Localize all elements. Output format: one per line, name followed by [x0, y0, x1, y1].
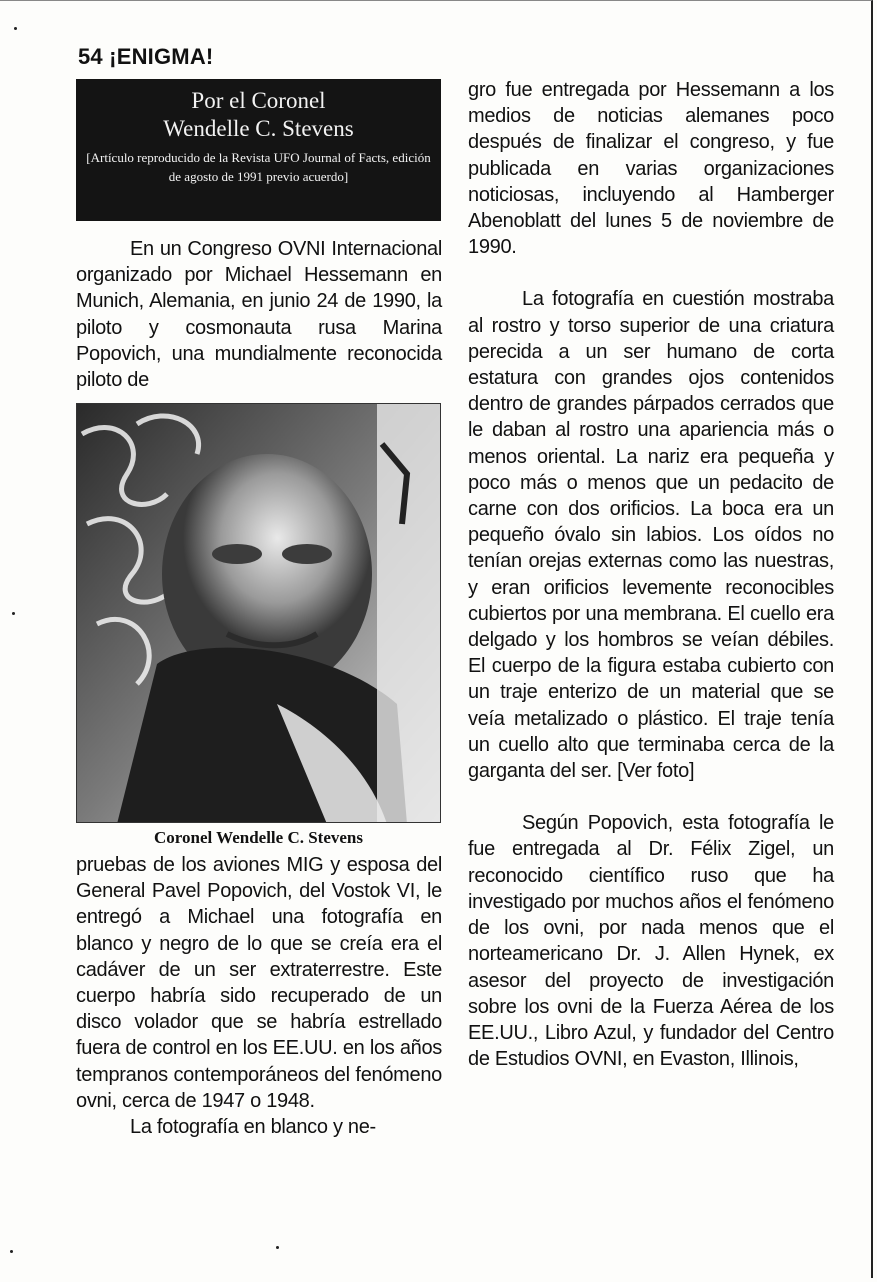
column1-bottom: [76, 852, 442, 1140]
paragraph-1-bottom: pruebas de los aviones MIG y esposa del General Pavel Popovich, del Vostok VI, le entregó a Michael una fotografía en blanco y negro de lo que se creía era el cadáver de un ser extraterrestre. Este cuerpo habría sido recuperado de un disco volador que se habría estrellado fuera de control en los EE.UU. en los años tempranos contemporáneos del fenómeno ovni, cerca de 1947 o 1948.: [76, 854, 442, 1112]
byline-title-line2: Wendelle C. Stevens: [163, 116, 354, 141]
byline-title-line1: Por el Coronel: [191, 88, 326, 113]
scan-speck: [10, 1250, 13, 1253]
portrait-image: [77, 404, 441, 823]
scan-speck: [14, 27, 17, 30]
paragraph-3: La fotografía en cuestión mostraba al rostro y torso superior de una criatura perecida a un ser humano de corta estatura con grandes ojos contenidos dentro de grandes párpados cerrados que le daban al rostro una apariencia más o menos oriental. La nariz era pequeña y poco más o menos que un pedacito de carne con dos orificios. La boca era un pequeño óvalo sin labios. Los oídos no tenían orejas externas como las nuestras, y eran orificios levemente reconocibles cubiertos por una membrana. El cuello era delgado y los hombros se veían débiles. El cuerpo de la figura estaba cubierto con un traje enterizo de un material que se veía metalizado o plástico. El traje tenía un cuello alto que terminaba cerca de la garganta del ser. [Ver foto]: [468, 288, 834, 783]
paragraph-1-top: En un Congreso OVNI Internacional organizado por Michael Hessemann en Munich, Alemania, en junio 24 de 1990, la piloto y cosmonauta rusa Marina Popovich, una mundialmente reconocida piloto de: [76, 238, 442, 392]
byline-note: [Artículo reproducido de la Revista UFO Journal of Facts, edición de agosto de 1991 previo acuerdo]: [86, 150, 431, 184]
paragraph-2-start: La fotografía en blanco y ne-: [130, 1116, 376, 1139]
paragraph-4: Según Popovich, esta fotografía le fue entregada al Dr. Félix Zigel, un reconocido científico ruso que ha investigado por muchos años el fenómeno de los ovni, por nada menos que el norteamericano Dr. J. Allen Hynek, ex asesor del proyecto de investigación sobre los ovni de la Fuerza Aérea de los EE.UU., Libro Azul, y fundador del Centro de Estudios OVNI, en Evaston, Illinois,: [468, 812, 834, 1071]
scan-speck: [276, 1246, 279, 1249]
page-header: 54 ¡ENIGMA!: [78, 44, 214, 69]
column1-top: [76, 236, 442, 393]
author-photo: [76, 403, 441, 823]
paragraph-2-end: gro fue entregada por Hessemann a los medios de noticias alemanes poco después de finalizar el congreso, y fue publicada en varias organizaciones noticiosas, incluyendo al Hamberger Abenoblatt del lunes 5 de noviembre de 1990.: [468, 79, 834, 259]
scan-speck: [12, 612, 15, 615]
photo-caption: Coronel Wendelle C. Stevens: [153, 828, 364, 847]
byline-box: [76, 79, 441, 221]
column2: [468, 77, 834, 1072]
